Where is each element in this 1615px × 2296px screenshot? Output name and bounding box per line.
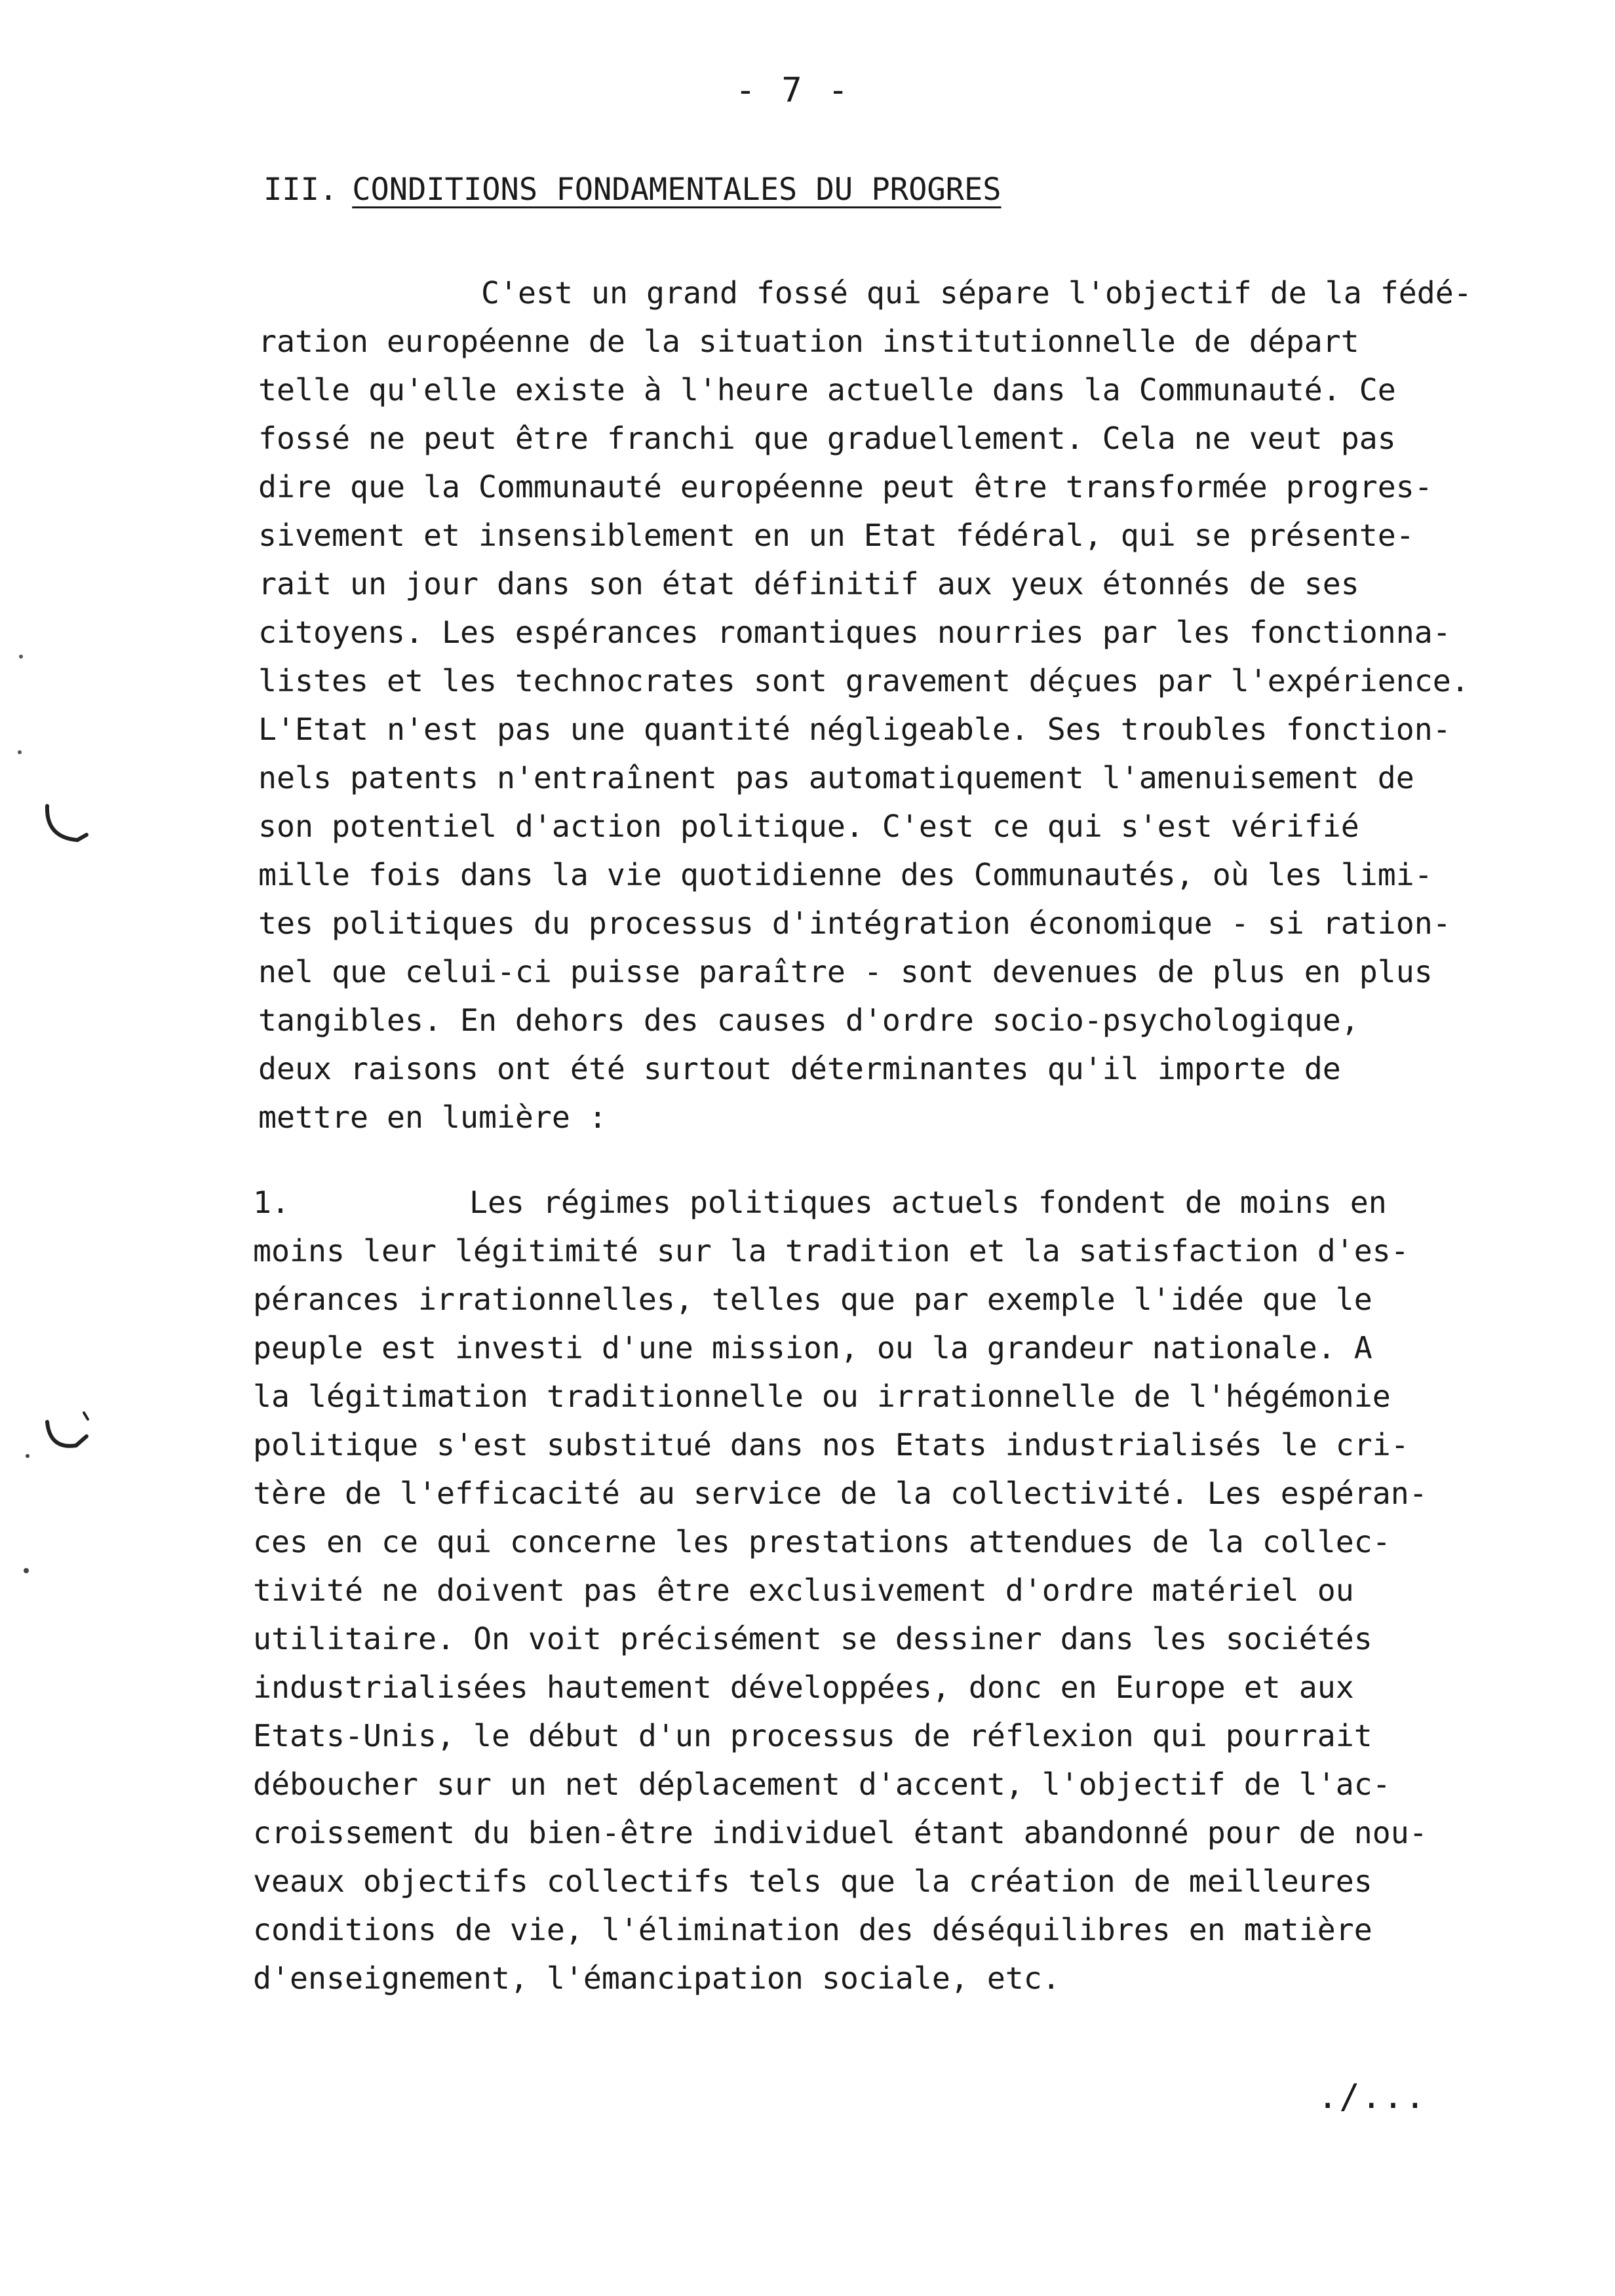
text-line: moins leur légitimité sur la tradition et la satisfaction d'es- [253, 1233, 1409, 1269]
text-line: tangibles. En dehors des causes d'ordre socio-psychologique, [258, 1003, 1359, 1038]
page-number: - 7 - [735, 71, 851, 110]
text-line: telle qu'elle existe à l'heure actuelle dans la Communauté. Ce [258, 372, 1396, 408]
text-line: tes politiques du processus d'intégration économique - si ration- [258, 906, 1451, 941]
continuation-mark: ./... [1317, 2077, 1427, 2116]
text-line: politique s'est substitué dans nos Etats industrialisés le cri- [253, 1427, 1409, 1463]
text-line: conditions de vie, l'élimination des déséquilibres en matière [253, 1912, 1372, 1947]
text-line: son potentiel d'action politique. C'est ce qui s'est vérifié [258, 809, 1359, 844]
text-line: ration européenne de la situation institutionnelle de départ [258, 324, 1359, 359]
text-line: C'est un grand fossé qui sépare l'objectif de la fédé- [481, 275, 1472, 311]
text-line: utilitaire. On voit précisément se dessiner dans les sociétés [253, 1621, 1372, 1656]
section-title: CONDITIONS FONDAMENTALES DU PROGRES [352, 172, 1002, 208]
section-heading [263, 172, 1002, 208]
text-line: fossé ne peut être franchi que graduellement. Cela ne veut pas [258, 421, 1396, 456]
margin-punch-marks [13, 629, 105, 1586]
text-line: la légitimation traditionnelle ou irrationnelle de l'hégémonie [253, 1379, 1391, 1414]
speck-mark [19, 655, 23, 659]
punch-hole-arc [47, 806, 87, 840]
text-line: veaux objectifs collectifs tels que la création de meilleures [253, 1864, 1372, 1899]
text-line: Les régimes politiques actuels fondent de moins en [469, 1185, 1387, 1220]
text-line: peuple est investi d'une mission, ou la grandeur nationale. A [253, 1330, 1372, 1366]
speck-mark [84, 1413, 88, 1419]
text-line: citoyens. Les espérances romantiques nourries par les fonctionna- [258, 615, 1451, 650]
text-line: pérances irrationnelles, telles que par exemple l'idée que le [253, 1282, 1372, 1317]
speck-mark [24, 1568, 29, 1573]
text-line: deux raisons ont été surtout déterminantes qu'il importe de [258, 1051, 1341, 1086]
speck-mark [18, 750, 22, 754]
section-number: III. [263, 172, 338, 208]
point-number: 1. [253, 1185, 290, 1220]
text-line: industrialisées hautement développées, donc en Europe et aux [253, 1670, 1354, 1705]
text-line: d'enseignement, l'émancipation sociale, etc. [253, 1961, 1060, 1996]
text-line: mille fois dans la vie quotidienne des Communautés, où les limi- [258, 857, 1433, 892]
text-line: croissement du bien-être individuel étant abandonné pour de nou- [253, 1815, 1428, 1850]
text-line: nels patents n'entraînent pas automatiquement l'amenuisement de [258, 760, 1414, 795]
text-line: rait un jour dans son état définitif aux yeux étonnés de ses [258, 566, 1359, 602]
text-line: tère de l'efficacité au service de la collectivité. Les espéran- [253, 1476, 1428, 1511]
text-line: Etats-Unis, le début d'un processus de réflexion qui pourrait [253, 1718, 1372, 1753]
text-line: listes et les technocrates sont gravement déçues par l'expérience. [258, 663, 1469, 698]
punch-hole-arc [47, 1422, 87, 1446]
text-line: sivement et insensiblement en un Etat fédéral, qui se présente- [258, 518, 1414, 553]
speck-mark [26, 1454, 29, 1458]
text-line: L'Etat n'est pas une quantité négligeable. Ses troubles fonction- [258, 712, 1451, 747]
text-line: ces en ce qui concerne les prestations attendues de la collec- [253, 1524, 1391, 1559]
text-line: déboucher sur un net déplacement d'accent, l'objectif de l'ac- [253, 1767, 1391, 1802]
text-line: tivité ne doivent pas être exclusivement d'ordre matériel ou [253, 1573, 1354, 1608]
text-line: dire que la Communauté européenne peut être transformée progres- [258, 469, 1433, 505]
text-line: nel que celui-ci puisse paraître - sont devenues de plus en plus [258, 954, 1433, 989]
text-line: mettre en lumière : [258, 1100, 607, 1135]
